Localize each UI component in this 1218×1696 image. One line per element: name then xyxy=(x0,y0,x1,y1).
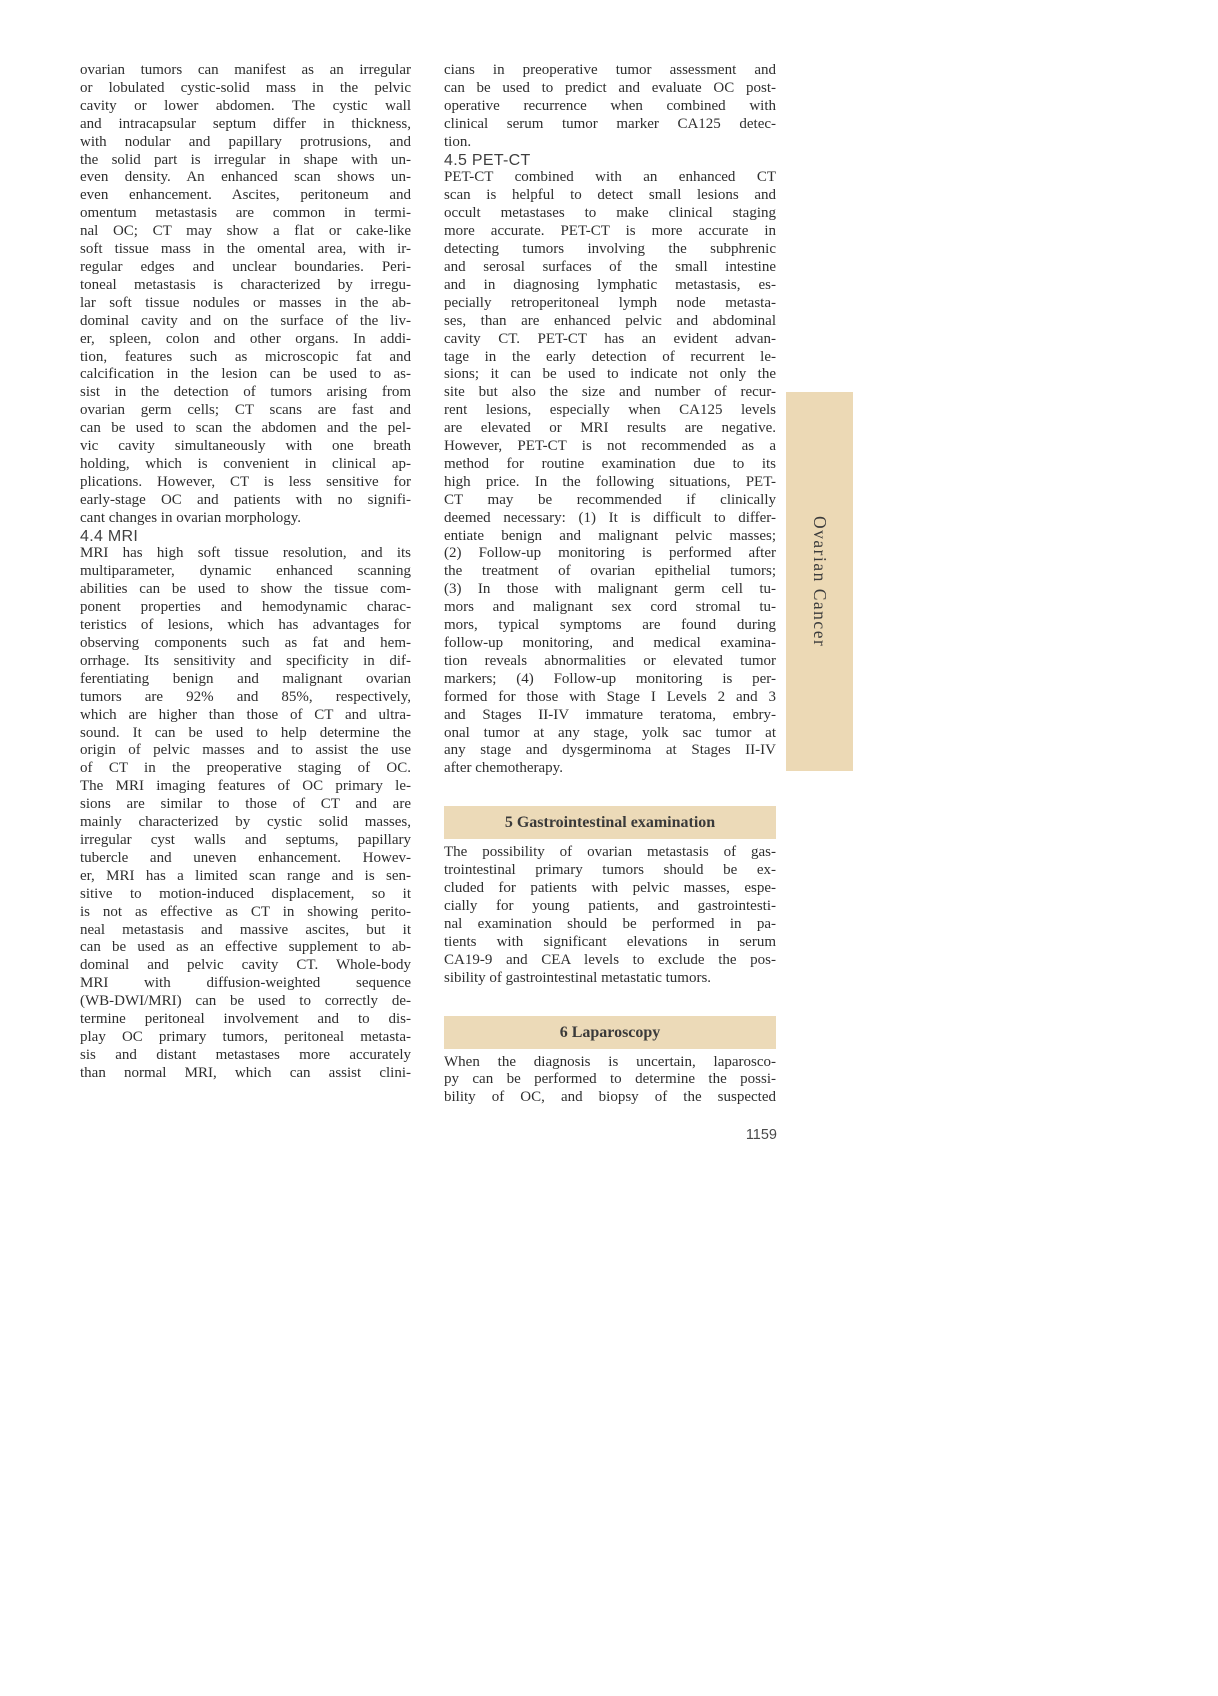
text-line: rent lesions, especially when CA125 levels xyxy=(444,402,776,419)
text-line: even density. An enhanced scan shows un- xyxy=(80,169,411,186)
text-line: the solid part is irregular in shape with un- xyxy=(80,151,411,168)
text-line: even enhancement. Ascites, peritoneum and xyxy=(80,187,411,204)
text-line: sitive to motion-induced displacement, so it xyxy=(80,885,411,902)
text-line: after chemotherapy. xyxy=(444,760,563,777)
sidebar-tab-label: Ovarian Cancer xyxy=(810,515,830,648)
text-line: with nodular and papillary protrusions, and xyxy=(80,133,411,150)
text-line: ovarian tumors can manifest as an irregular xyxy=(80,62,411,78)
text-line: pecially retroperitoneal lymph node metasta- xyxy=(444,294,776,311)
text-line: mors, typical symptoms are found during xyxy=(444,617,776,634)
text-line: tion. xyxy=(444,133,472,150)
text-line: method for routine examination due to its xyxy=(444,455,776,472)
text-line: entiate benign and malignant pelvic masses; xyxy=(444,527,776,544)
text-line: tubercle and uneven enhancement. Howev- xyxy=(80,849,411,866)
text-line: can be used to predict and evaluate OC post- xyxy=(444,79,776,96)
text-line: bility of OC, and biopsy of the suspected xyxy=(444,1089,776,1106)
text-line: When the diagnosis is uncertain, laparosco- xyxy=(444,1053,776,1070)
text-line: or lobulated cystic-solid mass in the pelvic xyxy=(80,79,411,96)
text-line: omentum metastasis are common in termi- xyxy=(80,205,411,222)
text-line: than normal MRI, which can assist clini- xyxy=(80,1064,411,1081)
text-line: teristics of lesions, which has advantages for xyxy=(80,617,411,634)
section-header-bar: 5 Gastrointestinal examination xyxy=(444,806,776,839)
text-line: trointestinal primary tumors should be ex- xyxy=(444,862,776,879)
text-line: early-stage OC and patients with no signifi- xyxy=(80,491,411,508)
text-line: abilities can be used to show the tissue com- xyxy=(80,581,411,598)
text-line: regular edges and unclear boundaries. Peri- xyxy=(80,258,411,275)
text-line: ovarian germ cells; CT scans are fast and xyxy=(80,402,411,419)
paragraph xyxy=(444,1054,776,1108)
text-line: ferentiating benign and malignant ovarian xyxy=(80,670,411,687)
text-line: is not as effective as CT in showing perito- xyxy=(80,903,411,920)
text-line: deemed necessary: (1) It is difficult to differ- xyxy=(444,509,776,526)
text-line: cavity CT. PET-CT has an evident advan- xyxy=(444,330,776,347)
text-line: and Stages II-IV immature teratoma, embry- xyxy=(444,706,776,723)
page-number: 1159 xyxy=(745,1127,777,1143)
text-line: nal OC; CT may show a flat or cake-like xyxy=(80,223,411,240)
text-line: PET-CT combined with an enhanced CT xyxy=(444,169,776,186)
text-line: holding, which is convenient in clinical ap- xyxy=(80,455,411,472)
text-line: ses, than are enhanced pelvic and abdominal xyxy=(444,312,776,329)
text-line: the treatment of ovarian epithelial tumors; xyxy=(444,563,776,580)
text-line: which are higher than those of CT and ultra- xyxy=(80,706,411,723)
text-line: detecting tumors involving the subphrenic xyxy=(444,241,776,258)
text-line: tage in the early detection of recurrent le- xyxy=(444,348,776,365)
text-line: sis and distant metastases more accurately xyxy=(80,1046,411,1063)
text-line: cavity or lower abdomen. The cystic wall xyxy=(80,97,411,114)
text-line: neal metastasis and massive ascites, but it xyxy=(80,921,411,938)
subsection-heading: 4.5 PET-CT xyxy=(444,151,531,169)
text-line: mors and malignant sex cord stromal tu- xyxy=(444,599,776,616)
text-line: tion reveals abnormalities or elevated tumor xyxy=(444,652,776,669)
text-line: CT may be recommended if clinically xyxy=(444,491,776,508)
text-line: (3) In those with malignant germ cell tu- xyxy=(444,581,776,598)
text-line: tients with significant elevations in serum xyxy=(444,933,776,950)
text-line: scan is helpful to detect small lesions and xyxy=(444,187,776,204)
text-line: dominal and pelvic cavity CT. Whole-body xyxy=(80,957,411,974)
text-line: CA19-9 and CEA levels to exclude the pos- xyxy=(444,951,776,968)
text-line: toneal metastasis is characterized by irregu- xyxy=(80,276,411,293)
paragraph xyxy=(80,545,411,1082)
text-line: soft tissue mass in the omental area, with ir- xyxy=(80,241,411,258)
text-line: sibility of gastrointestinal metastatic tumors. xyxy=(444,969,712,986)
text-line: plications. However, CT is less sensitive for xyxy=(80,473,411,490)
text-line: follow-up monitoring, and medical examina- xyxy=(444,635,776,651)
text-line: occult metastases to make clinical staging xyxy=(444,205,776,222)
text-line: However, PET-CT is not recommended as a xyxy=(444,438,776,455)
text-line: The possibility of ovarian metastasis of gas- xyxy=(444,844,776,861)
text-line: site but also the size and number of recur- xyxy=(444,384,776,401)
text-line: operative recurrence when combined with xyxy=(444,97,776,114)
paragraph xyxy=(80,62,411,528)
text-line: play OC primary tumors, peritoneal metasta- xyxy=(80,1028,411,1045)
section-header-bar: 6 Laparoscopy xyxy=(444,1016,776,1049)
text-line: tumors are 92% and 85%, respectively, xyxy=(80,688,411,705)
text-line: The MRI imaging features of OC primary le- xyxy=(80,778,411,795)
text-line: clinical serum tumor marker CA125 detec- xyxy=(444,115,776,132)
text-line: irregular cyst walls and septums, papillary xyxy=(80,831,411,848)
text-line: MRI with diffusion-weighted sequence xyxy=(80,975,411,992)
text-line: and in diagnosing lymphatic metastasis, es- xyxy=(444,276,776,293)
text-line: are elevated or MRI results are negative. xyxy=(444,420,776,437)
text-line: multiparameter, dynamic enhanced scanning xyxy=(80,563,411,580)
text-line: py can be performed to determine the possi- xyxy=(444,1071,776,1088)
paragraph xyxy=(444,62,776,152)
text-line: lar soft tissue nodules or masses in the ab- xyxy=(80,294,411,311)
text-line: and intracapsular septum differ in thickness, xyxy=(80,115,411,132)
text-line: vic cavity simultaneously with one breath xyxy=(80,438,411,455)
text-line: calcification in the lesion can be used to as- xyxy=(80,366,411,383)
text-line: markers; (4) Follow-up monitoring is per- xyxy=(444,670,776,687)
text-line: er, spleen, colon and other organs. In addi- xyxy=(80,330,411,347)
text-line: MRI has high soft tissue resolution, and its xyxy=(80,545,411,562)
text-line: tion, features such as microscopic fat and xyxy=(80,348,411,365)
sidebar-tab xyxy=(786,392,853,771)
text-line: origin of pelvic masses and to assist the use xyxy=(80,742,411,759)
text-line: nal examination should be performed in pa- xyxy=(444,915,776,932)
text-line: mainly characterized by cystic solid masses, xyxy=(80,814,411,831)
text-line: cians in preoperative tumor assessment and xyxy=(444,62,776,78)
text-line: sist in the detection of tumors arising from xyxy=(80,384,411,401)
text-line: cially for young patients, and gastrointesti- xyxy=(444,897,776,914)
text-line: cant changes in ovarian morphology. xyxy=(80,509,302,526)
paragraph xyxy=(444,169,776,778)
text-line: more accurate. PET-CT is more accurate in xyxy=(444,223,776,240)
text-line: can be used to scan the abdomen and the pel- xyxy=(80,420,411,437)
text-line: any stage and dysgerminoma at Stages II-IV xyxy=(444,742,776,759)
text-line: (WB-DWI/MRI) can be used to correctly de- xyxy=(80,993,411,1010)
text-line: sound. It can be used to help determine the xyxy=(80,724,411,741)
text-line: (2) Follow-up monitoring is performed after xyxy=(444,545,776,562)
text-line: orrhage. Its sensitivity and specificity in dif- xyxy=(80,652,411,669)
text-line: formed for those with Stage I Levels 2 and 3 xyxy=(444,688,776,705)
text-line: cluded for patients with pelvic masses, espe- xyxy=(444,880,776,897)
column-right xyxy=(444,62,776,1107)
text-line: sions are similar to those of CT and are xyxy=(80,796,411,813)
text-line: ponent properties and hemodynamic charac- xyxy=(80,599,411,616)
text-line: of CT in the preoperative staging of OC. xyxy=(80,760,411,777)
subsection-heading: 4.4 MRI xyxy=(80,527,139,545)
text-line: high price. In the following situations, PET- xyxy=(444,473,776,490)
paragraph xyxy=(444,844,776,987)
text-line: onal tumor at any stage, yolk sac tumor at xyxy=(444,724,776,741)
text-line: can be used as an effective supplement to ab- xyxy=(80,939,411,956)
text-line: dominal cavity and on the surface of the liv- xyxy=(80,312,411,329)
text-line: er, MRI has a limited scan range and is sen- xyxy=(80,867,411,884)
text-line: observing components such as fat and hem- xyxy=(80,635,411,651)
text-line: termine peritoneal involvement and to dis- xyxy=(80,1011,411,1028)
column-left xyxy=(80,62,411,1083)
text-line: sions; it can be used to indicate not only the xyxy=(444,366,776,383)
text-line: and serosal surfaces of the small intestine xyxy=(444,258,776,275)
